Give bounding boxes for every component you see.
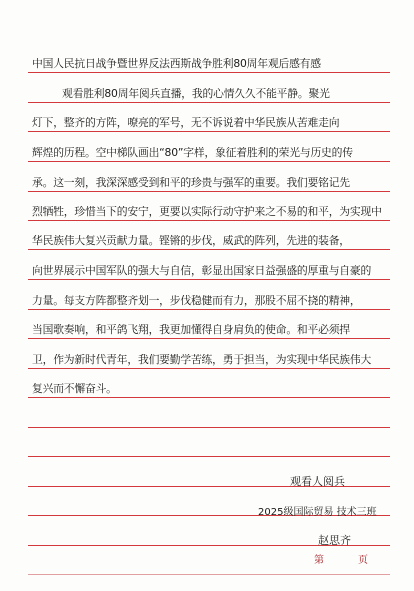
rule-line [28, 368, 390, 369]
essay-line: 灯下，整齐的方阵，嘹亮的军号，无不诉说着中华民族从苦难走向 [32, 117, 340, 129]
rule-line [28, 574, 390, 575]
rule-line [28, 427, 390, 428]
rule-line [28, 72, 390, 73]
essay-line: 当国歌奏响，和平鸽飞翔，我更加懂得自身肩负的使命。和平必须捍 [32, 324, 350, 336]
essay-line: 卫，作为新时代青年，我们要勤学苦练，勇于担当，为实现中华民族伟大 [32, 354, 372, 366]
rule-line [28, 338, 390, 339]
student-name: 赵思齐 [318, 534, 351, 547]
rule-line [28, 456, 390, 457]
rule-line [28, 279, 390, 280]
essay-line: 辉煌的历程。空中梯队画出“80”字样，象征着胜利的荣光与历史的传 [32, 147, 353, 159]
essay-line: 观看胜利80周年阅兵直播，我的心情久久不能平静。聚光 [62, 88, 330, 100]
rule-line [28, 161, 390, 162]
rule-line [28, 131, 390, 132]
rule-line [28, 102, 390, 103]
essay-line: 华民族伟大复兴贡献力量。铿锵的步伐，威武的阵列，先进的装备， [32, 235, 350, 247]
rule-line [28, 249, 390, 250]
essay-line: 复兴而不懈奋斗。 [32, 383, 117, 395]
class-info: 2025级国际贸易 技术三班 [258, 507, 377, 518]
essay-line: 承。这一刻，我深深感受到和平的珍贵与强军的重要。我们要铭记先 [32, 177, 350, 189]
rule-line [28, 397, 390, 398]
essay-title: 中国人民抗日战争暨世界反法西斯战争胜利80周年观后感有感 [32, 58, 321, 70]
rule-line [28, 220, 390, 221]
rule-line [28, 191, 390, 192]
rule-line [28, 309, 390, 310]
essay-line: 力量。每支方阵都整齐划一，步伐稳健而有力，那股不屈不挠的精神， [32, 295, 361, 307]
page-suffix: 页 [358, 555, 368, 566]
essay-line: 烈牺牲，珍惜当下的安宁，更要以实际行动守护来之不易的和平，为实现中 [32, 206, 382, 218]
page-prefix: 第 [314, 555, 324, 566]
essay-line: 向世界展示中国军队的强大与自信，彰显出国家日益强盛的厚重与自豪的 [32, 265, 372, 277]
class-label: 观看人阅兵 [290, 475, 345, 488]
